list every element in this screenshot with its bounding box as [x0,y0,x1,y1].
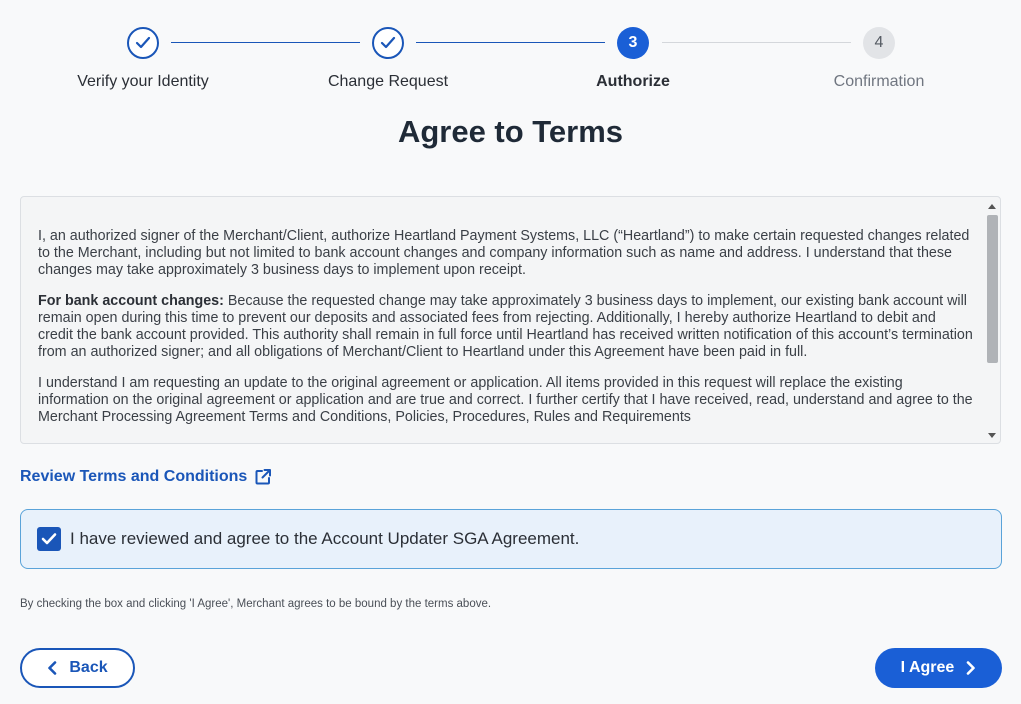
terms-paragraph-3: I understand I am requesting an update to the original agreement or application. All items provided in this request will replace the existing information on the original agreement or application and are true and correct. I further certify that I have received, read, understand and agree to the Merchant Processing Agreement Terms and Conditions, Policies, Procedures, Rules and Requirements [38,375,973,425]
terms-paragraph-2 [38,293,973,361]
back-button-label: Back [69,659,108,676]
step-4-label: Confirmation [833,73,925,90]
back-button[interactable] [20,648,135,688]
review-terms-link[interactable] [20,468,272,486]
progress-stepper [0,0,1021,110]
terms-scroll-box[interactable] [20,196,1001,444]
step-4-number: 4 [863,27,895,59]
step-connector-2 [416,42,605,43]
terms-paragraph-2-body: Because the requested change may take approximately 3 business days to implement, our existing bank account will remain open during this time to prevent our deposits and associated fees from rejecting. Additionally, I hereby authorize Heartland to debit and credit the bank account provided. This authority shall remain in full force until Heartland has received written notification of this account’s termination from an authorized signer; and all obligations of Merchant/Client to Heartland under this Agreement have been paid in full. [38,293,973,360]
review-terms-link-label: Review Terms and Conditions [20,468,248,485]
terms-paragraph-2-heading: For bank account changes: [38,293,224,309]
terms-text [38,228,973,440]
step-3-label: Authorize [596,73,670,90]
terms-paragraph-1: I, an authorized signer of the Merchant/Client, authorize Heartland Payment Systems, LLC (“Heartland”) to make certain requested changes related to the Merchant, including but not limited to bank account changes and company information such as name and address. I understand that these changes may take approximately 3 business days to implement upon receipt. [38,228,970,278]
agree-checkbox-label[interactable]: I have reviewed and agree to the Account Updater SGA Agreement. [70,529,580,548]
chevron-right-icon [966,661,976,675]
i-agree-button-label: I Agree [900,659,955,676]
page-title: Agree to Terms [397,114,624,149]
step-3-number: 3 [617,27,649,59]
external-link-icon [254,468,272,486]
agreement-box[interactable] [20,509,1002,569]
terms-scrollbar[interactable] [984,197,1000,443]
scroll-up-arrow-icon[interactable] [988,204,996,209]
scroll-thumb[interactable] [987,215,998,363]
chevron-left-icon [47,661,57,675]
step-1-check-icon [127,27,159,59]
agree-checkbox[interactable] [37,527,61,551]
step-2-check-icon [372,27,404,59]
step-connector-3 [662,42,851,43]
step-1-label: Verify your Identity [77,73,209,90]
checkmark-icon [41,532,57,546]
disclaimer-text: By checking the box and clicking 'I Agree', Merchant agrees to be bound by the terms above. [20,598,492,610]
step-2-label: Change Request [327,73,449,90]
i-agree-button[interactable] [875,648,1002,688]
step-connector-1 [171,42,360,43]
scroll-down-arrow-icon[interactable] [988,433,996,438]
